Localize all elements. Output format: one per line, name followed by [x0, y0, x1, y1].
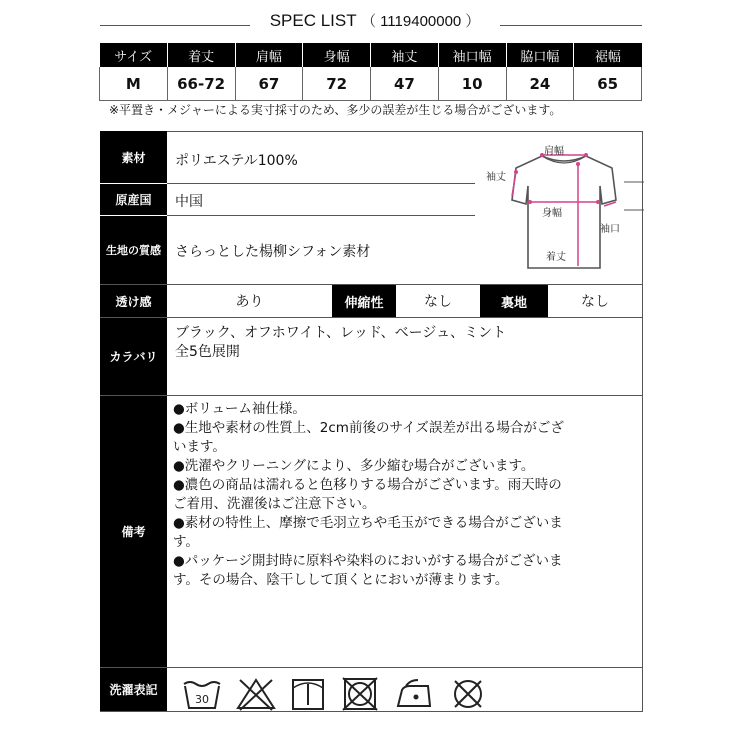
remark-line: ●パッケージ開封時に原料や染料のにおいがする場合がございま [173, 553, 563, 569]
no-bleach-icon [234, 676, 278, 712]
svg-text:30: 30 [195, 693, 209, 706]
origin-value: 中国 [175, 194, 203, 210]
remark-line: ●生地や素材の性質上、2cm前後のサイズ誤差が出る場合がござ [173, 420, 564, 436]
remark-line: ご着用、洗濯後はご注意下さい。 [173, 496, 376, 512]
diagram-sleeve-label: 袖丈 [486, 172, 506, 183]
sheer-rule [100, 317, 643, 318]
stretch-value: なし [424, 294, 452, 310]
remark-line: います。 [173, 439, 226, 455]
size-cell: 72 [303, 67, 371, 101]
remarks-rule [100, 667, 643, 668]
diagram-body-width-label: 身幅 [542, 208, 562, 219]
sheer-value: あり [235, 294, 264, 310]
size-header-cell: 袖丈 [371, 43, 439, 67]
size-header-cell: 肩幅 [235, 43, 303, 67]
size-table-body [100, 67, 642, 101]
size-table-header-row [100, 43, 642, 67]
hang-dry-icon [288, 676, 328, 712]
texture-value: さらっとした楊柳シフォン素材 [175, 244, 371, 260]
diagram-cuff-label: 袖口 [600, 224, 620, 235]
remark-line: す。 [173, 534, 199, 550]
size-header-cell: 袖口幅 [438, 43, 506, 67]
color-line-2: 全5色展開 [175, 344, 240, 360]
color-line-1: ブラック、オフホワイト、レッド、ベージュ、ミント [175, 325, 507, 341]
paren-close: ） [465, 13, 481, 30]
size-header-cell: 着丈 [167, 43, 235, 67]
size-cell: 24 [506, 67, 574, 101]
remark-line: ●素材の特性上、摩擦で毛羽立ちや毛玉ができる場合がございま [173, 515, 563, 531]
spec-list-title [230, 10, 520, 31]
wash-symbols [180, 676, 490, 712]
paren-open: （ [361, 13, 377, 30]
remarks-list [173, 400, 643, 590]
size-table [99, 43, 642, 101]
diagram-shoulder-label: 肩幅 [544, 146, 564, 157]
header-rule-right [500, 25, 642, 26]
origin-label: 原産国 [100, 184, 167, 216]
size-cell: 67 [235, 67, 303, 101]
size-cell: 65 [574, 67, 642, 101]
color-label: カラバリ [100, 318, 167, 395]
product-number: 1119400000 [380, 13, 462, 30]
color-rule [100, 395, 643, 396]
lining-label: 裏地 [480, 285, 548, 317]
size-cell: 47 [371, 67, 439, 101]
texture-label: 生地の質感 [100, 216, 167, 284]
size-cell: M [100, 67, 168, 101]
remark-line: ●濃色の商品は濡れると色移りする場合がございます。雨天時の [173, 477, 562, 493]
remark-line: ●ボリューム袖仕様。 [173, 401, 306, 417]
size-header-cell: 身幅 [303, 43, 371, 67]
diagram-length-label: 着丈 [546, 252, 566, 263]
lining-value: なし [581, 294, 609, 310]
remarks-label: 備考 [100, 396, 167, 667]
stretch-label: 伸縮性 [332, 285, 396, 317]
header-rule-left [100, 25, 250, 26]
sheer-label: 透け感 [100, 285, 167, 317]
garment-diagram [484, 138, 644, 278]
remark-line: す。その場合、陰干しして頂くとにおいが薄まります。 [173, 572, 509, 588]
size-row [100, 67, 642, 101]
wash-label: 洗濯表記 [100, 668, 167, 711]
no-tumble-dry-icon [338, 676, 382, 712]
size-header-cell: 脇口幅 [506, 43, 574, 67]
origin-rule [167, 215, 475, 216]
measurement-note: ※平置き・メジャーによる実寸採寸のため、多少の誤差が生じる場合がございます。 [109, 103, 562, 117]
material-value: ポリエステル100% [175, 153, 298, 169]
material-label: 素材 [100, 131, 167, 184]
title-text: SPEC LIST [269, 11, 357, 30]
size-header-cell: サイズ [100, 43, 168, 67]
spec-top-rule [167, 131, 643, 132]
remark-line: ●洗濯やクリーニングにより、多少縮む場合がございます。 [173, 458, 535, 474]
no-dry-clean-icon [446, 676, 490, 712]
size-header-cell: 裾幅 [574, 43, 642, 67]
material-rule [167, 183, 475, 184]
size-cell: 66-72 [167, 67, 235, 101]
wash-30-icon [180, 676, 224, 712]
size-cell: 10 [438, 67, 506, 101]
low-iron-icon [392, 676, 436, 712]
